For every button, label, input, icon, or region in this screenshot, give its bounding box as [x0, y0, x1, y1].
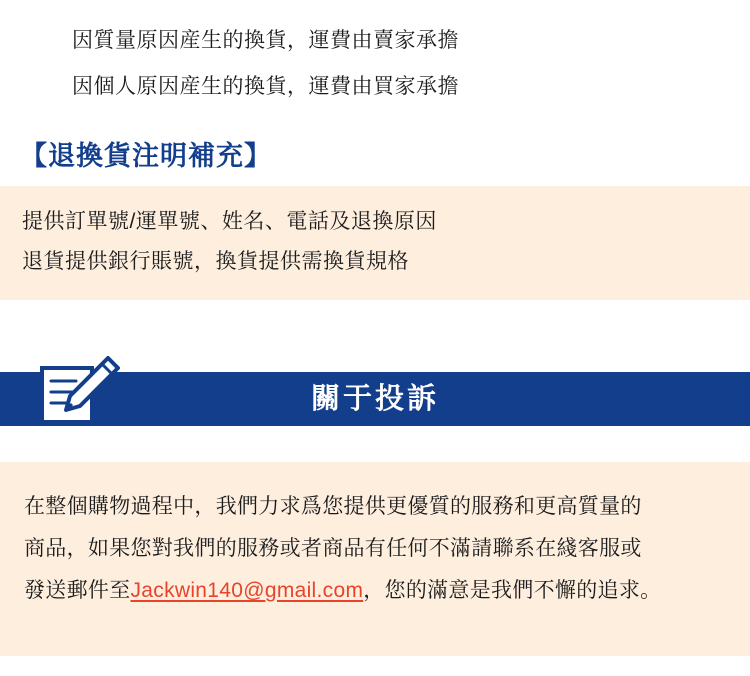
policy-lines-group	[0, 0, 750, 110]
closing-line-prefix: 發送郵件至	[24, 579, 131, 602]
closing-line-suffix: ，您的滿意是我們不懈的追求。	[363, 579, 662, 602]
closing-line-with-email	[0, 570, 750, 612]
banner-title: 關于投訴	[310, 383, 439, 415]
supplement-note-line: 退貨提供銀行賬號，換貨提供需換貨規格	[22, 250, 409, 273]
supplement-note-line: 提供訂單號/運單號、姓名、電話及退換原因	[22, 210, 437, 233]
policy-line: 因質量原因産生的換貨，運費由賣家承擔	[72, 29, 459, 52]
policy-line: 因個人原因産生的換貨，運費由買家承擔	[72, 75, 459, 98]
contact-email-link[interactable]: Jackwin140@gmail.com	[130, 579, 364, 602]
closing-message-block	[0, 462, 750, 656]
supplement-note-block	[0, 186, 750, 300]
complaint-banner	[0, 354, 750, 432]
supplement-heading: 【退換貨注明補充】	[20, 141, 272, 171]
closing-line: 商品，如果您對我們的服務或者商品有任何不滿請聯系在綫客服或	[24, 537, 642, 560]
closing-line: 在整個購物過程中，我們力求爲您提供更優質的服務和更高質量的	[24, 495, 642, 518]
pen-edit-icon	[36, 354, 122, 432]
